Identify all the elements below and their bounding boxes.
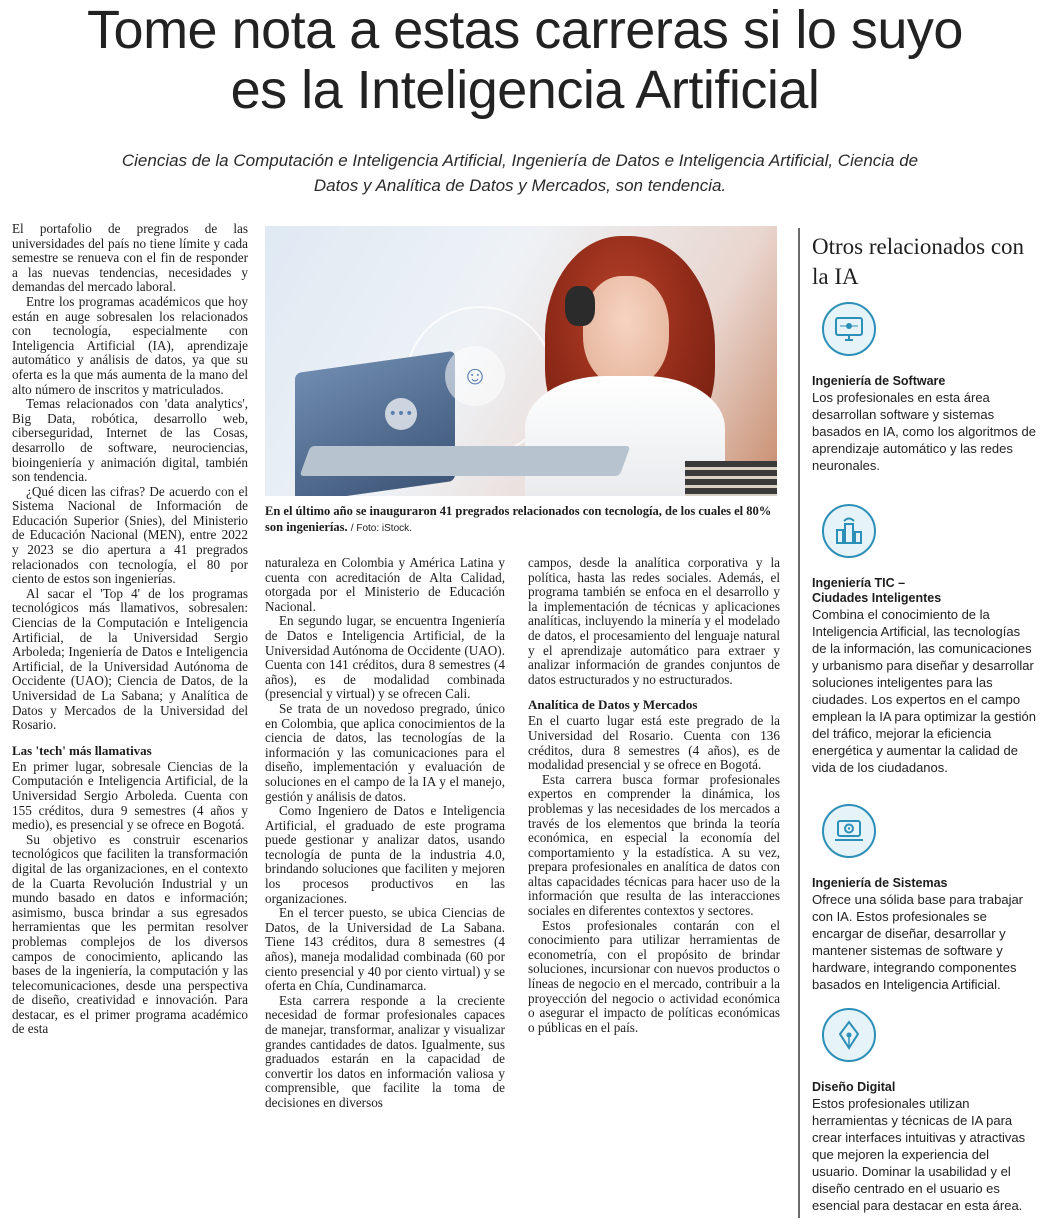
paragraph: ¿Qué dicen las cifras? De acuerdo con el Sistema Nacional de Información de Educación Superior (Snies), del Ministerio de Educación Nacional (MEN), entre 2022 y 2023 se dio apertura a 41 pregrados relacionados con tecnología, el 80 por ciento de estos son ingenierías. <box>12 483 248 587</box>
headset-icon <box>565 286 595 326</box>
sidebar-item-title: Ingeniería TIC – Ciudades Inteligentes <box>812 576 942 605</box>
woman-face <box>583 276 669 386</box>
sidebar-item-systems <box>812 804 1038 993</box>
section-heading: Las 'tech' más llamativas <box>12 742 152 758</box>
photo-caption <box>265 503 775 537</box>
article-column-1 <box>12 222 248 1037</box>
article-column-3 <box>528 556 780 1035</box>
paragraph: En primer lugar, sobresale Ciencias de la Computación e Inteligencia Artificial, de la Universidad Sergio Arboleda. Cuenta con 155 créditos, dura 9 semestres (4 años y medio), es presencial y se ofrece en Bogotá. <box>12 758 248 833</box>
sidebar-item-title: Ingeniería de Sistemas <box>812 876 948 890</box>
monitor-circuit-icon <box>822 302 876 356</box>
paragraph: En el cuarto lugar está este pregrado de la Universidad del Rosario. Cuenta con 136 créditos, dura 8 semestres (4 años), es de modalidad presencial y se ofrece en Bogotá. <box>528 713 780 773</box>
sidebar-item-digital-design <box>812 1008 1038 1214</box>
sidebar-item-text: Los profesionales en esta área desarrollan software y sistemas basados en IA, como los algoritmos de aprendizaje automático y las redes neuronales. <box>812 390 1037 473</box>
article-column-2 <box>265 556 505 1111</box>
paragraph: Como Ingeniero de Datos e Inteligencia Artificial, el graduado de este programa puede gestionar y analizar datos, usando tecnología de punta de la industria 4.0, brindando soluciones que faciliten y mejoren los procesos productivos en las organizaciones. <box>265 803 505 906</box>
laptop-gear-icon <box>822 804 876 858</box>
paragraph: En el tercer puesto, se ubica Ciencias de Datos, de la Universidad de La Sabana. Tiene 143 créditos, dura 8 semestres (4 años), maneja modalidad combinada (60 por ciento presencial y 40 por ciento virtual) y se oferta en Chía, Cundinamarca. <box>265 905 505 994</box>
article-photo <box>265 226 777 496</box>
sidebar-item-text: Combina el conocimiento de la Inteligencia Artificial, las tecnologías de la información, las comunicaciones y urbanismo para diseñar y desarrollar soluciones inteligentes para las ciudades. Los expertos en el campo emplean la IA para optimizar la gestión del tráfico, mejorar la eficiencia energética y aumentar la calidad de vida de los ciudadanos. <box>812 607 1037 775</box>
chat-bubble-icon: ••• <box>385 398 417 430</box>
sidebar-divider <box>798 228 800 1218</box>
sidebar-item-text: Ofrece una sólida base para trabajar con IA. Estos profesionales se encargar de diseñar, desarrollar y mantener sistemas de software y hardware, integrando componentes basados en Inteligencia Artificial. <box>812 892 1024 992</box>
paragraph: naturaleza en Colombia y América Latina y cuenta con acreditación de Alta Calidad, otorgada por el Ministerio de Educación Nacional. <box>265 555 505 614</box>
sidebar-item-title: Diseño Digital <box>812 1080 896 1094</box>
sidebar <box>812 232 1038 1213</box>
robot-icon: ☺ <box>445 346 505 406</box>
paragraph: En segundo lugar, se encuentra Ingeniería de Datos e Inteligencia Artificial, de la Universidad Autónoma de Occidente (UAO). Cuenta con 141 créditos, dura 8 semestres (4 años), es de modalidad combinada (presencial y virtual) y se ofrecen Cali. <box>265 613 505 702</box>
photo-credit: / Foto: iStock. <box>350 523 412 534</box>
paragraph: Se trata de un novedoso pregrado, único en Colombia, que aplica conocimientos de la ciencia de datos, las tecnologías de la información y las comunicaciones para el diseño, implementación y evaluación de soluciones en el campo de la IA y el manejo, gestión y análisis de datos. <box>265 700 505 804</box>
paragraph: El portafolio de pregrados de las universidades del país no tiene límite y cada semestre se renueva con el fin de responder a las nuevas tendencias, necesidades y demandas del mercado laboral. <box>12 221 248 295</box>
paragraph: Esta carrera busca formar profesionales expertos en comprender la dinámica, los problemas y las necesidades de los mercados a través de los elementos que brinda la teoría económica, en especial la economía del comportamiento y la estadística. A su vez, prepara profesionales en analítica de datos con altas capacidades técnicas para hacer uso de la información que resulta de las interacciones sociales en diferentes contextos y sectores. <box>528 771 780 919</box>
paragraph: campos, desde la analítica corporativa y la política, hasta las redes sociales. Además, el programa también se enfoca en el desarrollo y la implementación de técnicas y aplicaciones analíticas, incluyendo la minería y el modelado de datos, el procesamiento del lenguaje natural y el aprendizaje automático para extraer y analizar información de grandes conjuntos de datos estructurados y no estructurados. <box>528 555 780 687</box>
paragraph: Al sacar el 'Top 4' de los programas tecnológicos más llamativos, sobresalen: Ciencias de la Computación e Inteligencia Artificial, de la Universidad Sergio Arboleda; Ingeniería de Datos e Inteligencia Artificial, de la Universidad Autónoma de Occidente (UAO); Ciencia de Datos, de la Universidad de La Sabana; y Analítica de Datos y Mercados de la Universidad del Rosario. <box>12 585 248 733</box>
sidebar-item-software <box>812 302 1038 474</box>
sidebar-item-smart-cities <box>812 504 1038 776</box>
section-heading: Analítica de Datos y Mercados <box>528 697 698 713</box>
article-subhead: Ciencias de la Computación e Inteligencia Artificial, Ingeniería de Datos e Inteligencia Artificial, Ciencia de Datos y Analítica de Datos y Mercados, son tendencia. <box>121 151 919 195</box>
paragraph: Su objetivo es construir escenarios tecnológicos que faciliten la transformación digital de las organizaciones, en el contexto de la Cuarta Revolución Industrial y un mundo basado en datos e información; asimismo, busca brindar a sus egresados herramientas que les permitan resolver problemas complejos de los diversos campos de conocimiento, aplicando las bases de la ingeniería, la computación y las telecomunicaciones, desde una perspectiva de diseño, creatividad e innovación. Para destacar, es el primer programa académico de esta <box>12 831 248 1037</box>
paragraph: Temas relacionados con 'data analytics', Big Data, robótica, desarrollo web, ciberseguridad, Internet de las Cosas, desarrollo de software, neurociencias, bioingeniería y animación digital, también son tendencia. <box>12 396 248 485</box>
paragraph: Esta carrera responde a la creciente necesidad de formar profesionales capaces de manejar, transformar, analizar y visualizar grandes cantidades de datos. Igualmente, sus graduados estarán en la capacidad de convertir los datos en información valiosa y comprensible, que facilite la toma de decisiones en diversos <box>265 992 505 1110</box>
sidebar-item-title: Ingeniería de Software <box>812 374 946 388</box>
paragraph: Entre los programas académicos que hoy están en auge sobresalen los relacionados con tecnología, especialmente con Inteligencia Artificial (IA), aprendizaje automático y análisis de datos, ya que su oferta es la que más aumenta de la mano del alto número de inscritos y matriculados. <box>12 293 248 397</box>
sidebar-title: Otros relacionados con la IA <box>812 234 1025 289</box>
smart-city-icon <box>822 504 876 558</box>
pen-nib-icon <box>822 1008 876 1062</box>
paragraph: Estos profesionales contarán con el conocimiento para utilizar herramientas de econometría, con el propósito de brindar soluciones, incursionar con nuevos productos o líneas de negocio en el mercado, contribuir a la proyección del negocio o actividad económica o asegurar el impacto de políticas económicas o públicas en el país. <box>528 917 780 1035</box>
sidebar-item-text: Estos profesionales utilizan herramientas y técnicas de IA para crear interfaces intuitivas y atractivas que mejoren la experiencia del usuario. Dominar la usabilidad y el diseño centrado en el usuario es esencial para destacar en esta área. <box>812 1096 1026 1213</box>
laptop-base <box>300 446 631 476</box>
books <box>685 461 777 496</box>
caption-text: En el último año se inauguraron 41 pregrados relacionados con tecnología, de los cuales el 80% son ingenierías. <box>265 504 772 534</box>
article-headline: Tome nota a estas carreras si lo suyo es la Inteligencia Artificial <box>87 0 963 120</box>
